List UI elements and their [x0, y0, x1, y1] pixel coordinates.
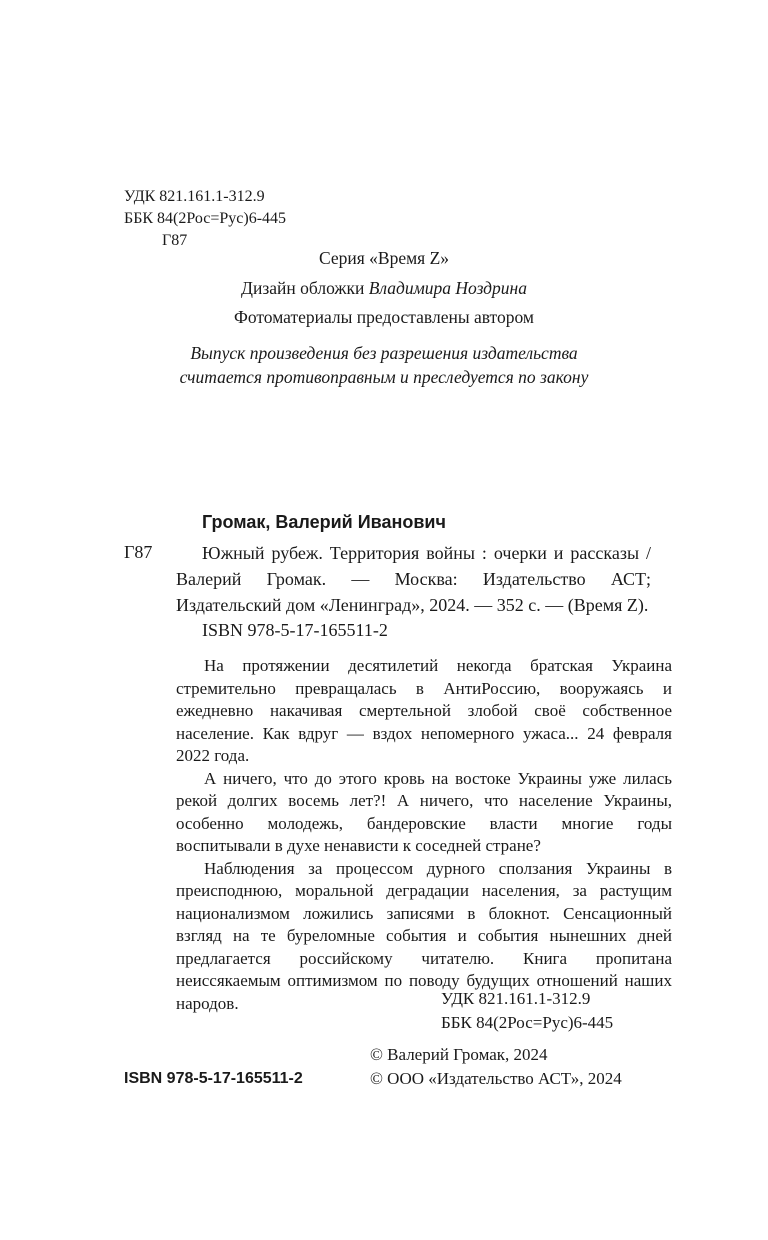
- cover-design-line: [0, 278, 768, 299]
- copyright-publisher: © ООО «Издательство АСТ», 2024: [370, 1069, 622, 1088]
- author-mark: Г87: [162, 232, 188, 249]
- cover-design-prefix: Дизайн обложки: [241, 278, 369, 298]
- footer-bbk-code: ББК 84(2Рос=Рус)6-445: [441, 1013, 614, 1032]
- copyright-notices: [370, 1043, 622, 1091]
- udk-code: УДК 821.161.1-312.9: [124, 188, 265, 205]
- bbk-code: ББК 84(2Рос=Рус)6-445: [124, 210, 287, 227]
- footer-udk-code: УДК 821.161.1-312.9: [441, 989, 591, 1008]
- catalog-author: Громак, Валерий Иванович: [202, 512, 446, 532]
- legal-notice-line-2: считается противоправным и преследуется по закону: [179, 367, 589, 387]
- photo-credit-line: Фотоматериалы предоставлены автором: [234, 307, 534, 327]
- cover-designer-name: Владимира Ноздрина: [368, 278, 527, 298]
- isbn-bottom: ISBN 978-5-17-165511-2: [124, 1070, 303, 1087]
- footer-classification-codes: [441, 987, 613, 1035]
- classification-codes: [124, 186, 286, 252]
- catalog-isbn: ISBN 978-5-17-165511-2: [202, 620, 388, 640]
- abstract: [176, 655, 672, 1015]
- abstract-paragraph: А ничего, что до этого кровь на востоке Украины уже лилась рекой долгих восемь лет?! А ничего, что население Украины, особенно молодежь, бандеровские власти многие годы воспитывали в духе ненависти к соседней стране?: [176, 768, 672, 855]
- legal-notice-line-1: Выпуск произведения без разрешения издательства: [190, 343, 578, 363]
- abstract-paragraph: На протяжении десятилетий некогда братская Украина стремительно превращалась в АнтиРоссию, вооружаясь и ежедневно накачивая смертельной злобой своё собственное население. Как вдруг — вздох непомерного ужаса... 24 февраля 2022 года.: [176, 656, 672, 765]
- catalog-mark: Г87: [124, 542, 153, 562]
- abstract-paragraph: Наблюдения за процессом дурного сползания Украины в преисподнюю, моральной деградации населения, за растущим национализмом ложились записями в блокнот. Сенсационный взгляд на те буреломные события и события нынешних дней предлагается российскому читателю. Книга пропитана неиссякаемым оптимизмом по поводу будущих отношений наших народов.: [176, 858, 672, 1013]
- series-line: Серия «Время Z»: [318, 248, 450, 268]
- legal-notice: [0, 341, 768, 389]
- catalog-description: Южный рубеж. Территория войны : очерки и рассказы / Валерий Громак. — Москва: Издательство АСТ; Издательский дом «Ленинград», 2024. — 352 с. — (Время Z).: [176, 543, 651, 615]
- copyright-author: © Валерий Громак, 2024: [370, 1045, 548, 1064]
